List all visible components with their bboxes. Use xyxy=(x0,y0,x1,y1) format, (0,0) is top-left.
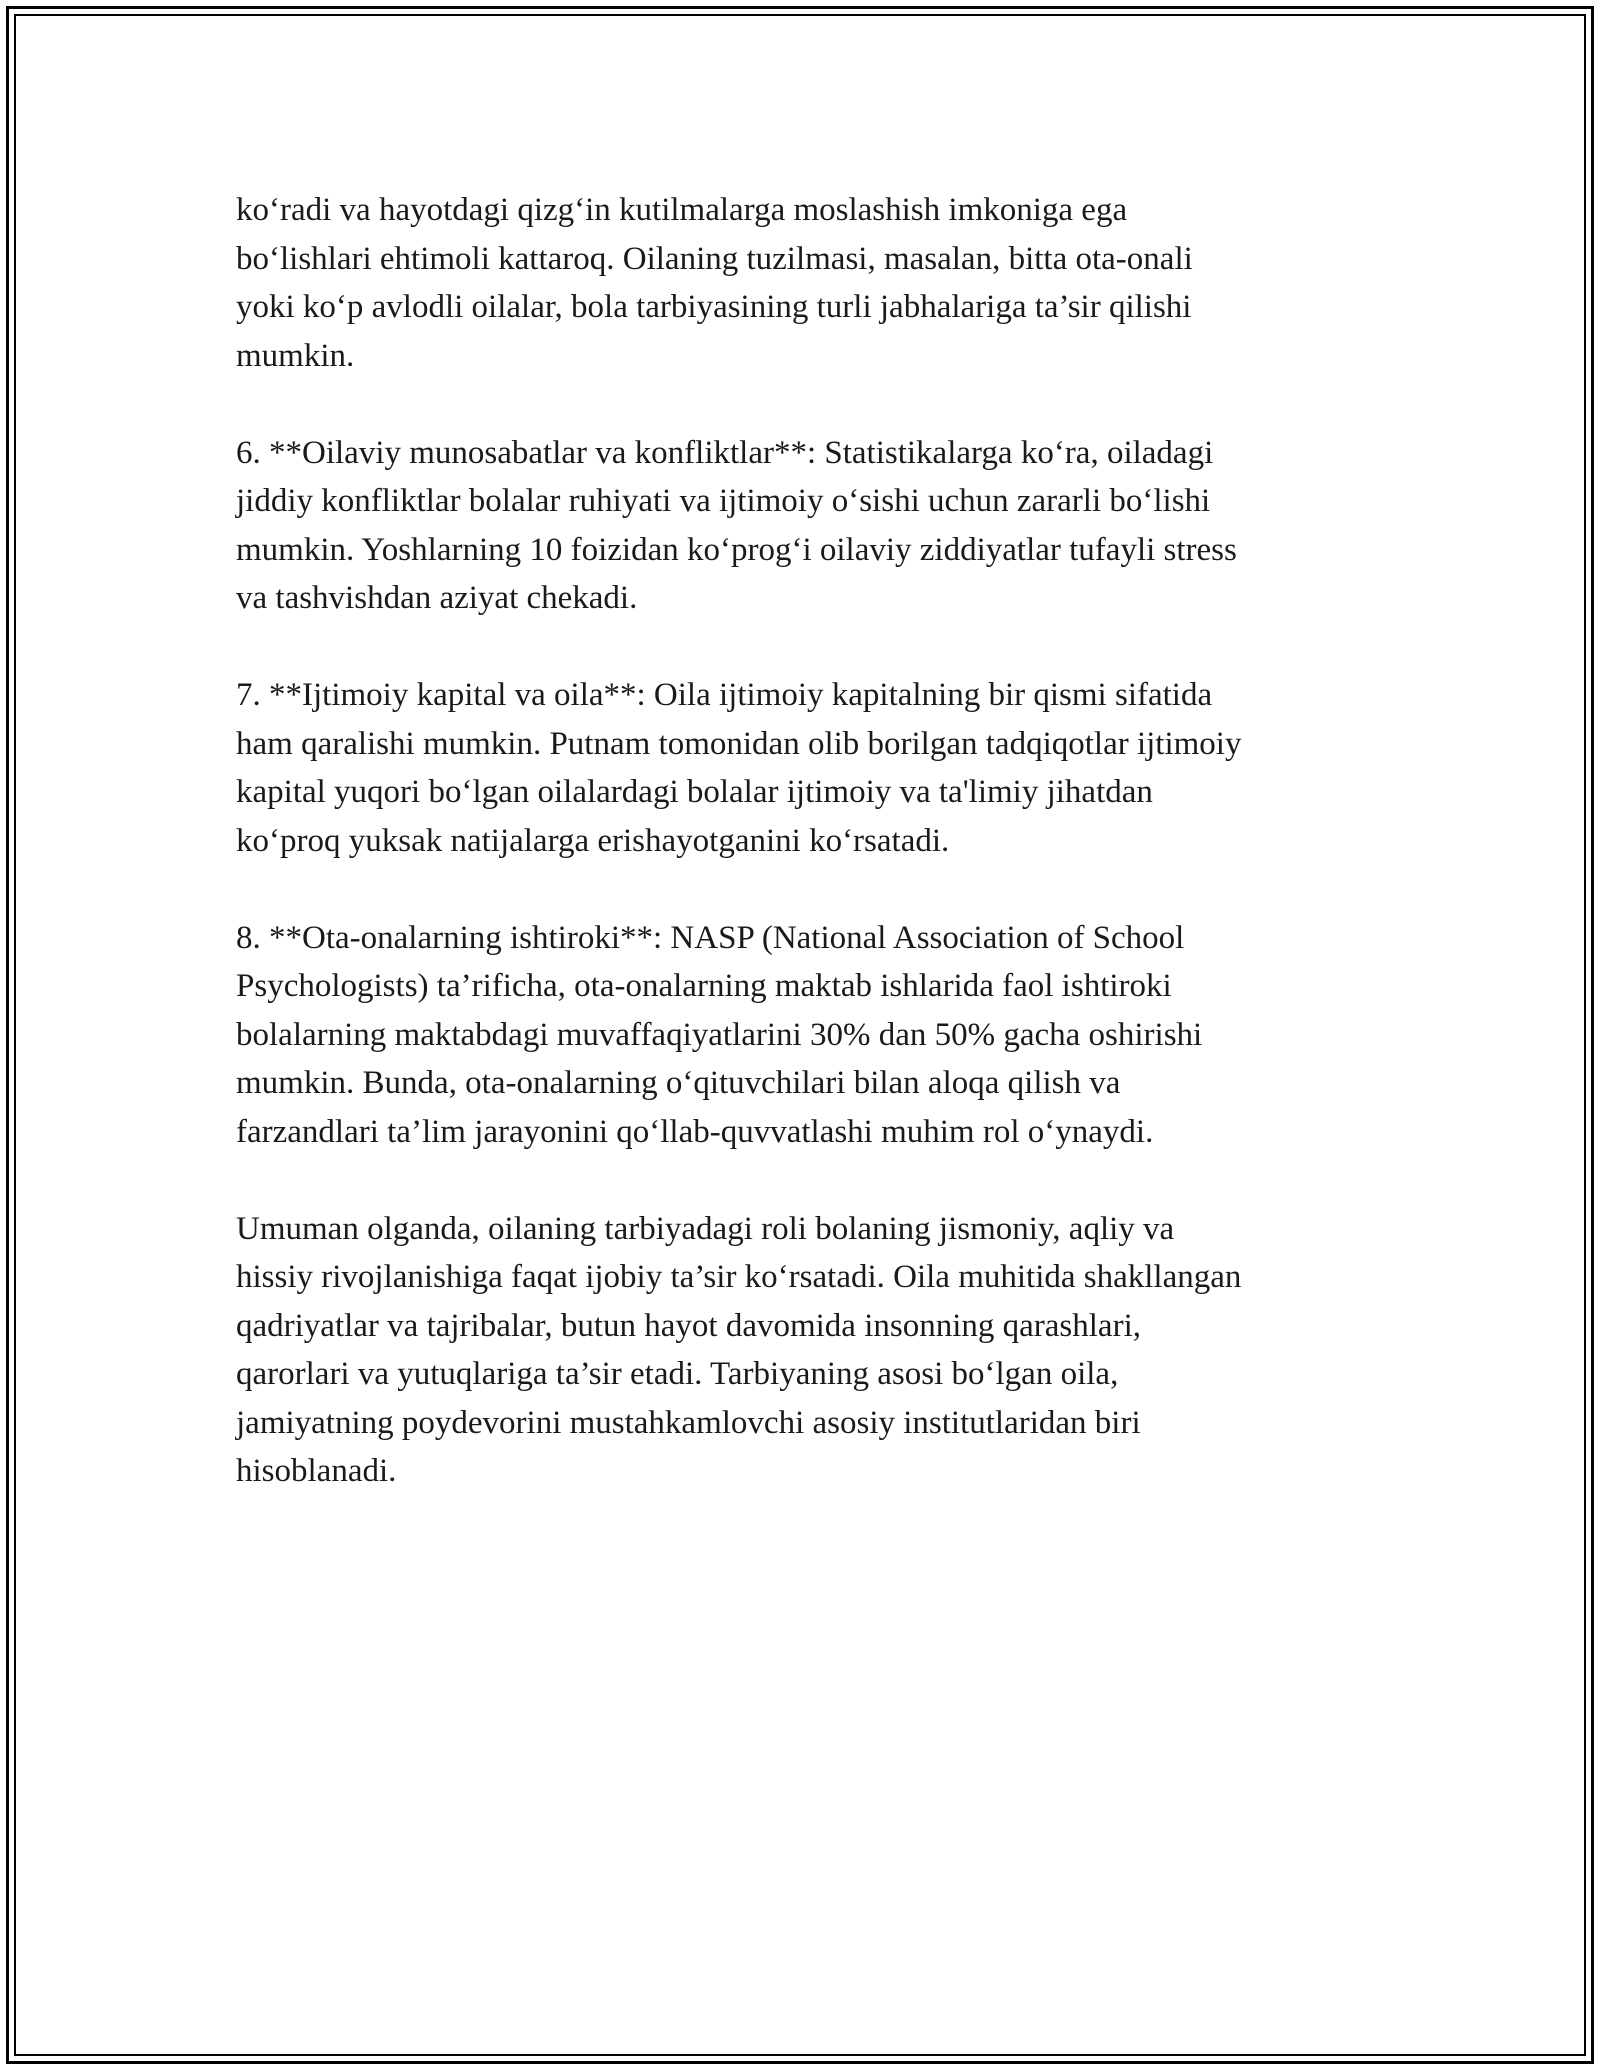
text-line: ham qaralishi mumkin. Putnam tomonidan olib borilgan tadqiqotlar ijtimoiy xyxy=(236,725,1242,762)
paragraph-conclusion xyxy=(236,1205,1366,1496)
paragraph-point-8 xyxy=(236,914,1366,1157)
text-line: bo‘lishlari ehtimoli kattaroq. Oilaning tuzilmasi, masalan, bitta ota-onali xyxy=(236,240,1193,277)
text-line: 7. **Ijtimoiy kapital va oila**: Oila ijtimoiy kapitalning bir qismi sifatida xyxy=(236,677,1213,713)
text-line: mumkin. xyxy=(236,337,355,374)
text-line: mumkin. Bunda, ota-onalarning o‘qituvchilari bilan aloqa qilish va xyxy=(236,1065,1121,1101)
document-body xyxy=(236,186,1366,1544)
text-line: ko‘proq yuksak natijalarga erishayotganini ko‘rsatadi. xyxy=(236,822,950,859)
text-line: bolalarning maktabdagi muvaffaqiyatlarini 30% dan 50% gacha oshirishi xyxy=(236,1016,1203,1053)
paragraph-intro-continuation xyxy=(236,186,1366,380)
text-line: qadriyatlar va tajribalar, butun hayot davomida insonning qarashlari, xyxy=(236,1307,1141,1344)
text-line: va tashvishdan aziyat chekadi. xyxy=(236,580,638,616)
text-line: 8. **Ota-onalarning ishtiroki**: NASP (National Association of School xyxy=(236,919,1185,956)
text-line: hisoblanadi. xyxy=(236,1453,397,1489)
text-line: ko‘radi va hayotdagi qizg‘in kutilmalarga moslashish imkoniga ega xyxy=(236,192,1128,228)
text-line: hissiy rivojlanishiga faqat ijobiy ta’sir ko‘rsatadi. Oila muhitida shakllangan xyxy=(236,1259,1242,1295)
text-line: yoki ko‘p avlodli oilalar, bola tarbiyasining turli jabhalariga ta’sir qilishi xyxy=(236,289,1192,325)
text-line: mumkin. Yoshlarning 10 foizidan ko‘prog‘i oilaviy ziddiyatlar tufayli stress xyxy=(236,531,1237,568)
text-line: Umuman olganda, oilaning tarbiyadagi roli bolaning jismoniy, aqliy va xyxy=(236,1210,1175,1247)
text-line: 6. **Oilaviy munosabatlar va konfliktlar**: Statistikalarga ko‘ra, oiladagi xyxy=(236,434,1214,471)
paragraph-point-7 xyxy=(236,671,1366,865)
text-line: Psychologists) ta’rificha, ota-onalarning maktab ishlarida faol ishtiroki xyxy=(236,968,1172,1004)
text-line: jamiyatning poydevorini mustahkamlovchi asosiy institutlaridan biri xyxy=(236,1404,1141,1441)
text-line: jiddiy konfliktlar bolalar ruhiyati va ijtimoiy o‘sishi uchun zararli bo‘lishi xyxy=(236,483,1211,519)
text-line: qarorlari va yutuqlariga ta’sir etadi. Tarbiyaning asosi bo‘lgan oila, xyxy=(236,1356,1119,1392)
text-line: farzandlari ta’lim jarayonini qo‘llab-quvvatlashi muhim rol o‘ynaydi. xyxy=(236,1113,1154,1150)
text-line: kapital yuqori bo‘lgan oilalardagi bolalar ijtimoiy va ta'limiy jihatdan xyxy=(236,774,1153,810)
paragraph-point-6 xyxy=(236,429,1366,623)
